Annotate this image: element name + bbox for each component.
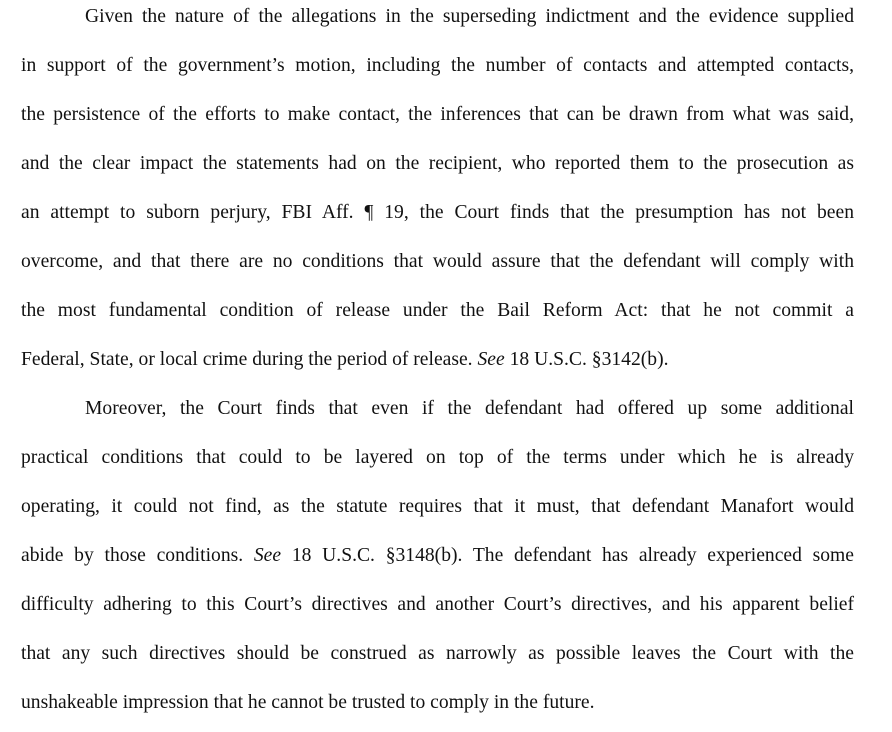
text-line [21, 345, 854, 375]
text-span: Federal, State, or local crime during the period of release. [21, 349, 478, 370]
text-line: Given the nature of the allegations in the superseding indictment and the evidence supplied [85, 6, 854, 27]
text-line: that any such directives should be construed as narrowly as possible leaves the Court with the [21, 643, 854, 664]
text-line: overcome, and that there are no conditions that would assure that the defendant will comply with [21, 251, 854, 272]
text-line: and the clear impact the statements had on the recipient, who reported them to the prosecution as [21, 153, 854, 174]
text-line: difficulty adhering to this Court’s directives and another Court’s directives, and his apparent belief [21, 594, 854, 615]
text-line: practical conditions that could to be layered on top of the terms under which he is already [21, 447, 854, 468]
text-line: unshakeable impression that he cannot be trusted to comply in the future. [21, 692, 595, 713]
citation-signal: See [253, 545, 282, 566]
text-span: 18 U.S.C. §3148(b). The defendant has already experienced some [281, 545, 854, 566]
text-line: operating, it could not find, as the statute requires that it must, that defendant Manafort would [21, 496, 854, 517]
citation-text: 18 U.S.C. §3142(b). [504, 349, 669, 370]
text-line: an attempt to suborn perjury, FBI Aff. ¶ 19, the Court finds that the presumption has not been [21, 202, 854, 223]
text-line: the most fundamental condition of release under the Bail Reform Act: that he not commit a [21, 300, 854, 321]
text-line [21, 541, 854, 571]
text-span: abide by those conditions. [21, 545, 254, 566]
citation-signal: See [477, 349, 505, 370]
text-line: in support of the government’s motion, including the number of contacts and attempted contacts, [21, 55, 854, 76]
text-line: Moreover, the Court finds that even if the defendant had offered up some additional [85, 398, 854, 419]
text-line: the persistence of the efforts to make contact, the inferences that can be drawn from what was said, [21, 104, 854, 125]
